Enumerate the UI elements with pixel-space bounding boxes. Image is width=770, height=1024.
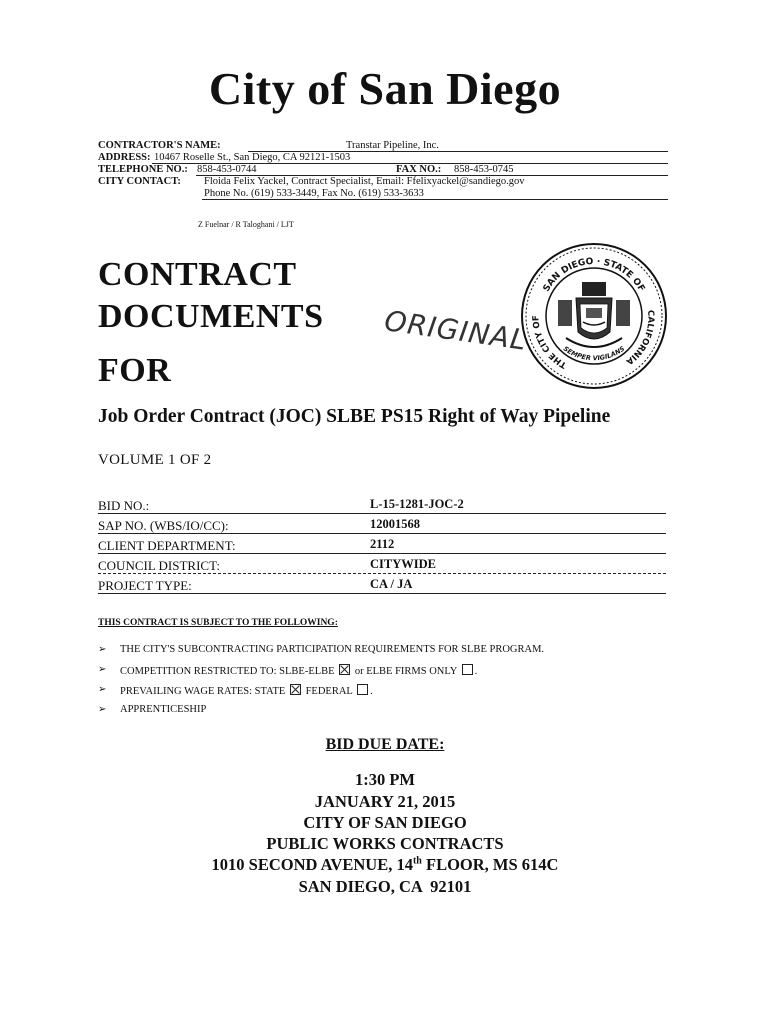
city-contact-row — [98, 176, 668, 188]
bullet-text-part: FEDERAL — [305, 686, 353, 697]
contractor-info — [98, 140, 668, 229]
heading-contract: CONTRACT — [98, 256, 297, 293]
bullet-text: PREVAILING WAGE RATES: STATE FEDERAL . — [120, 686, 373, 697]
seal-motto: SEMPER VIGILANS — [561, 344, 627, 363]
contractor-name-row — [98, 140, 668, 152]
seal-top-text: SAN DIEGO · STATE OF — [541, 256, 647, 294]
checkbox-state — [290, 684, 301, 695]
city-contact-label: CITY CONTACT: — [98, 176, 181, 187]
address-superscript: th — [412, 855, 422, 867]
bid-due-date: JANUARY 21, 2015 — [314, 792, 456, 811]
address-part: FLOOR, MS 614C — [421, 855, 559, 874]
city-seal-icon — [520, 242, 668, 390]
telephone-label: TELEPHONE NO.: — [98, 164, 188, 175]
address-label: ADDRESS: — [98, 152, 151, 163]
heading-for: FOR — [98, 352, 172, 389]
bullet-text: APPRENTICESHIP — [120, 704, 207, 715]
original-stamp: ORIGINAL — [382, 304, 530, 357]
info-row-sap-no — [98, 516, 666, 536]
contractor-name-value: Transtar Pipeline, Inc. — [346, 140, 439, 151]
list-item — [98, 704, 698, 724]
info-value: CA / JA — [370, 577, 413, 591]
address-part: 1010 SECOND AVENUE, 14 — [211, 855, 413, 874]
checkbox-elbe-only — [462, 664, 473, 675]
subject-heading: THIS CONTRACT IS SUBJECT TO THE FOLLOWING: — [98, 618, 338, 628]
volume-label: VOLUME 1 OF 2 — [98, 452, 212, 468]
checkbox-slbe-elbe — [339, 664, 350, 675]
info-label: PROJECT TYPE: — [98, 578, 192, 593]
info-value: CITYWIDE — [370, 557, 436, 571]
arrow-bullet-icon: ➢ — [98, 684, 107, 695]
preparers-initials: Z Fuelnar / R Taloghani / LJT — [198, 220, 294, 229]
bid-due-heading: BID DUE DATE: — [325, 736, 445, 753]
arrow-bullet-icon: ➢ — [98, 664, 107, 675]
bid-due-city: CITY OF SAN DIEGO — [303, 813, 467, 832]
bid-due-city-state: SAN DIEGO, CA 92101 — [298, 877, 472, 896]
list-item — [98, 664, 698, 684]
list-item — [98, 644, 698, 664]
info-row-council-district — [98, 556, 666, 576]
info-row-client-department — [98, 536, 666, 556]
project-title: Job Order Contract (JOC) SLBE PS15 Right of Way Pipeline — [98, 406, 611, 427]
bid-due-address — [0, 855, 770, 875]
arrow-bullet-icon: ➢ — [98, 644, 107, 655]
arrow-bullet-icon: ➢ — [98, 704, 107, 715]
bullet-text-part: PREVAILING WAGE RATES: STATE — [120, 686, 286, 697]
bid-due-department: PUBLIC WORKS CONTRACTS — [266, 834, 504, 853]
info-value: 12001568 — [370, 517, 420, 531]
info-label: BID NO.: — [98, 498, 150, 513]
info-row-project-type — [98, 576, 666, 596]
info-label: CLIENT DEPARTMENT: — [98, 538, 236, 553]
address-value: 10467 Roselle St., San Diego, CA 92121-1503 — [154, 152, 351, 163]
info-row-bid-no — [98, 496, 666, 516]
phone-row — [98, 188, 668, 200]
contractor-name-label: CONTRACTOR'S NAME: — [98, 140, 221, 151]
info-label: SAP NO. (WBS/IO/CC): — [98, 518, 229, 533]
bullet-text-part: COMPETITION RESTRICTED TO: SLBE-ELBE — [120, 666, 335, 677]
seal-left-text: THE CITY OF — [531, 315, 569, 370]
fax-label: FAX NO.: — [396, 164, 442, 175]
heading-documents: DOCUMENTS — [98, 298, 324, 335]
city-contact-value: Floida Felix Yackel, Contract Specialist, Email: Ffelixyackel@sandiego.gov — [204, 176, 525, 187]
fax-value: 858-453-0745 — [454, 164, 514, 175]
info-value: 2112 — [370, 537, 395, 551]
project-info-table — [98, 496, 666, 596]
seal-right-text: CALIFORNIA — [623, 309, 656, 367]
bullet-text: THE CITY'S SUBCONTRACTING PARTICIPATION REQUIREMENTS FOR SLBE PROGRAM. — [120, 644, 545, 655]
subject-list — [98, 644, 698, 724]
bullet-text-part: or ELBE FIRMS ONLY — [354, 666, 457, 677]
checkbox-federal — [357, 684, 368, 695]
list-item — [98, 684, 698, 704]
address-row — [98, 152, 668, 164]
phone-line: Phone No. (619) 533-3449, Fax No. (619) 533-3633 — [204, 188, 424, 199]
telephone-row — [98, 164, 668, 176]
bullet-text: COMPETITION RESTRICTED TO: SLBE-ELBE or ELBE FIRMS ONLY . — [120, 666, 478, 677]
page-title: City of San Diego — [208, 63, 562, 114]
bid-due-time: 1:30 PM — [354, 770, 416, 789]
info-value: L-15-1281-JOC-2 — [370, 497, 464, 511]
telephone-value: 858-453-0744 — [197, 164, 257, 175]
info-label: COUNCIL DISTRICT: — [98, 558, 221, 573]
